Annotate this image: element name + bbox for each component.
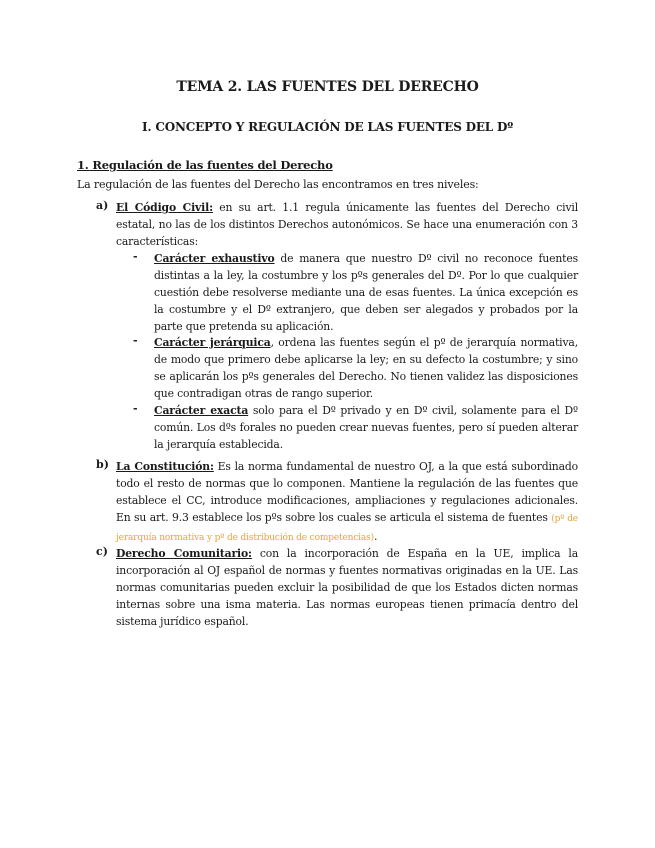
- list-subitem-caracter-exacta: [133, 402, 578, 453]
- list-subitem-caracter-exhaustivo: [133, 250, 578, 335]
- dash-marker: -: [133, 334, 138, 347]
- subitem-heading: Carácter jerárquica: [154, 336, 271, 349]
- intro-paragraph: La regulación de las fuentes del Derecho las encontramos en tres niveles:: [77, 178, 479, 191]
- document-title: TEMA 2. LAS FUENTES DEL DERECHO: [176, 79, 479, 95]
- item-body-end: .: [373, 530, 378, 543]
- highlighted-note: (pº de jerarquía normativa y pº de distribución de competencias): [116, 514, 578, 543]
- list-subitem-caracter-jerarquica: [133, 334, 578, 402]
- subitem-body: de manera que nuestro Dº civil no reconoce fuentes distintas a la ley, la costumbre y los pºs generales del Dº. Por lo que cualquier cuestión debe resolverse mediante una de esas fuentes. La única excepción es la costumbre y el Dº extranjero, que deben ser alegados y probados por la parte que pretenda su aplicación.: [154, 252, 579, 333]
- item-body: Es la norma fundamental de nuestro OJ, a la que está subordinado todo el resto de normas que lo componen. Mantiene la regulación de las fuentes que establece el CC, introduce modificaciones, ampliaciones y regulaciones adicionales. En su art. 9.3 establece los pºs sobre los cuales se articula el sistema de fuentes: [116, 460, 578, 524]
- subitem-text: [154, 334, 578, 402]
- subitem-body: , ordena las fuentes según el pº de jerarquía normativa, de modo que primero debe aplicarse la ley; en su defecto la costumbre; y sino se aplicarán los pºs generales del Derecho. No tienen validez las disposiciones que contradigan otras de rango superior.: [154, 336, 578, 400]
- subitem-heading: Carácter exhaustivo: [154, 252, 275, 265]
- item-heading: La Constitución:: [116, 460, 214, 473]
- list-item-text: [116, 545, 578, 630]
- subitem-heading: Carácter exacta: [154, 404, 249, 417]
- list-marker: a): [96, 199, 109, 212]
- list-item-derecho-comunitario: [96, 545, 578, 630]
- list-item-constitucion: [96, 458, 578, 547]
- item-body: en su art. 1.1 regula únicamente las fuentes del Derecho civil estatal, no las de los distintos Derechos autonómicos. Se hace una enumeración con 3 características:: [116, 201, 578, 248]
- subitem-text: [154, 402, 578, 453]
- section-heading: 1. Regulación de las fuentes del Derecho: [77, 158, 333, 172]
- chapter-subtitle: I. CONCEPTO Y REGULACIÓN DE LAS FUENTES DEL Dº: [141, 120, 514, 134]
- item-heading: El Código Civil:: [116, 201, 213, 214]
- dash-marker: -: [133, 250, 138, 263]
- list-item-codigo-civil: [96, 199, 578, 250]
- item-heading: Derecho Comunitario:: [116, 547, 252, 560]
- item-body: con la incorporación de España en la UE, implica la incorporación al OJ español de normas y fuentes normativas originadas en la UE. Las normas comunitarias pueden excluir la posibilidad de que los Estados dicten normas internas sobre una isma materia. Las normas europeas tienen primacía dentro del sistema jurídico español.: [116, 547, 579, 628]
- subitem-body: solo para el Dº privado y en Dº civil, solamente para el Dº común. Los dºs forales no pueden crear nuevas fuentes, pero sí pueden alterar la jerarquía establecida.: [154, 404, 578, 451]
- list-marker: c): [96, 545, 108, 558]
- list-item-text: [116, 199, 578, 250]
- dash-marker: -: [133, 402, 138, 415]
- list-item-text: [116, 458, 578, 547]
- subitem-text: [154, 250, 578, 335]
- list-marker: b): [96, 458, 109, 471]
